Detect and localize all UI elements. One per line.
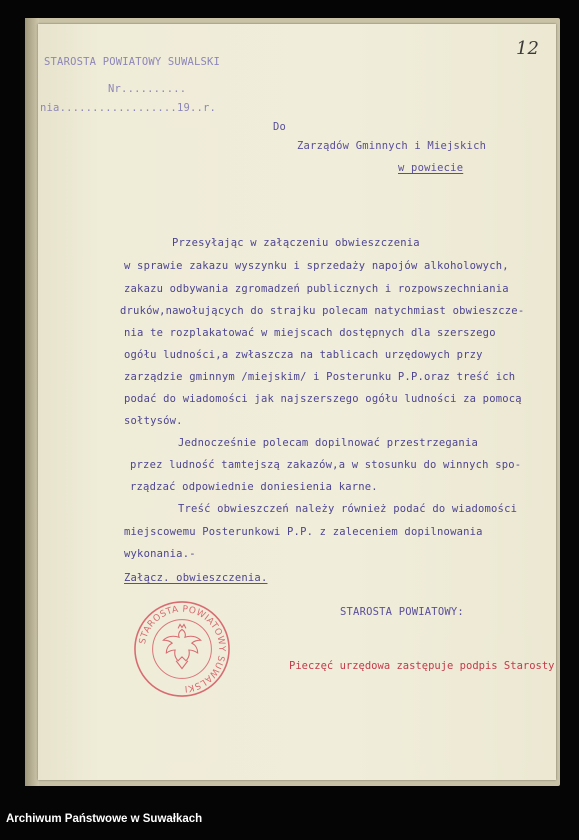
body-line-3: zakazu odbywania zgromadzeń publicznych i rozpowszechniania [124,283,509,295]
body-line-9: sołtysów. [124,415,183,427]
header-office: STAROSTA POWIATOWY SUWALSKI [44,56,221,68]
body-line-11: przez ludność tamtejszą zakazów,a w stosunku do winnych spo- [130,459,522,471]
body-line-5: nia te rozplakatować w miejscach dostępnych dla szerszego [124,327,496,339]
body-line-8: podać do wiadomości jak najszerszego ogółu ludności za pomocą [124,393,522,405]
address-to: Do [273,121,287,133]
body-line-2: w sprawie zakazu wyszynku i sprzedaży napojów alkoholowych, [124,260,509,272]
body-line-13: Treść obwieszczeń należy również podać do wiadomości [178,503,518,515]
seal-replaces-signature-text: Pieczęć urzędowa zastępuje podpis Starosty [289,660,555,672]
body-line-6: ogółu ludności,a zwłaszcza na tablicach urzędowych przy [124,349,483,361]
body-line-12: rządzać odpowiednie doniesienia karne. [130,481,378,493]
official-seal-icon [133,600,231,698]
seal-ring-text: STAROSTA POWIATOWY SUWALSKI [138,604,227,694]
page-edge [25,18,39,786]
address-line1: Zarządów Gminnych i Miejskich [297,140,487,152]
body-line-1: Przesyłając w załączeniu obwieszczenia [172,237,420,249]
archive-footer: Archiwum Państwowe w Suwałkach [6,813,203,825]
page-number: 12 [516,38,539,59]
signature-title: STAROSTA POWIATOWY: [340,606,464,618]
header-number: Nr.......... [108,83,187,95]
body-line-4: druków,nawołujących do strajku polecam natychmiast obwieszcze- [120,305,525,317]
body-line-10: Jednocześnie polecam dopilnować przestrzegania [178,437,478,449]
body-line-7: zarządzie gminnym /miejskim/ i Posterunku P.P.oraz treść ich [124,371,516,383]
body-line-15: wykonania.- [124,548,196,560]
body-line-14: miejscowemu Posterunkowi P.P. z zaleceniem dopilnowania [124,526,483,538]
header-date: nia..................19..r. [40,102,217,114]
enclosure-note: Załącz. obwieszczenia. [124,572,268,584]
address-line2: w powiecie [398,162,464,174]
svg-text:STAROSTA POWIATOWY SUWALSKI [138,605,226,694]
